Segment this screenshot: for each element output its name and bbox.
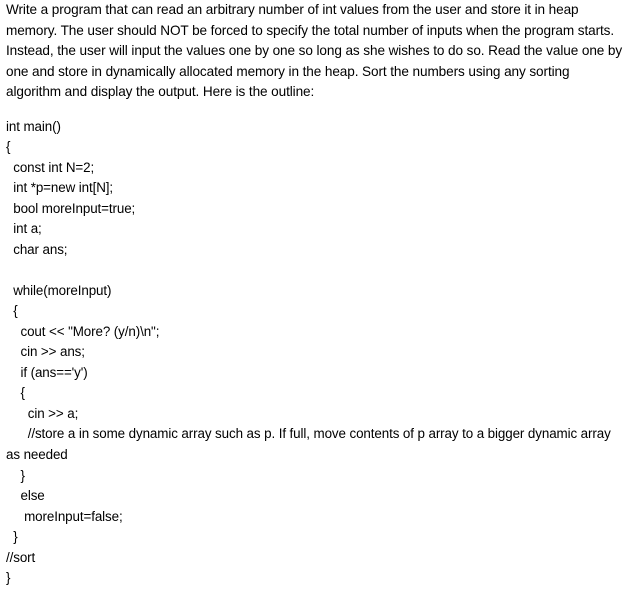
code-line: //store a in some dynamic array such as p. If full, move contents of p array to a bigger dynamic array — [6, 426, 611, 441]
paragraph-line: algorithm and display the output. Here is the outline: — [6, 84, 315, 99]
code-line: { — [6, 139, 11, 154]
code-line: { — [6, 385, 25, 400]
code-line: cout << "More? (y/n)\n"; — [6, 324, 160, 339]
code-line: const int N=2; — [6, 160, 95, 175]
code-line: int *p=new int[N]; — [6, 180, 114, 195]
paragraph-line: Write a program that can read an arbitrary number of int values from the user and store it in heap — [6, 2, 579, 17]
paragraph-line: one and store in dynamically allocated memory in the heap. Sort the numbers using any sorting — [6, 64, 570, 79]
code-line: int a; — [6, 221, 42, 236]
code-line: cin >> ans; — [6, 344, 85, 359]
paragraph-line: memory. The user should NOT be forced to specify the total number of inputs when the program starts. — [6, 23, 615, 38]
code-line: //sort — [6, 550, 36, 565]
code-line: if (ans=='y') — [6, 365, 88, 380]
code-line: } — [6, 529, 18, 544]
code-line: cin >> a; — [6, 406, 79, 421]
code-line: as needed — [6, 447, 68, 462]
code-line: while(moreInput) — [6, 283, 112, 298]
code-line: { — [6, 303, 18, 318]
code-line: char ans; — [6, 242, 68, 257]
code-line: moreInput=false; — [6, 509, 123, 524]
code-line: bool moreInput=true; — [6, 201, 136, 216]
code-line: int main() — [6, 119, 61, 134]
paragraph-line: Instead, the user will input the values one by one so long as she wishes to do so. Read the value one by — [6, 43, 623, 58]
code-line: } — [6, 570, 11, 585]
code-line: else — [6, 488, 45, 503]
code-line: } — [6, 468, 25, 483]
